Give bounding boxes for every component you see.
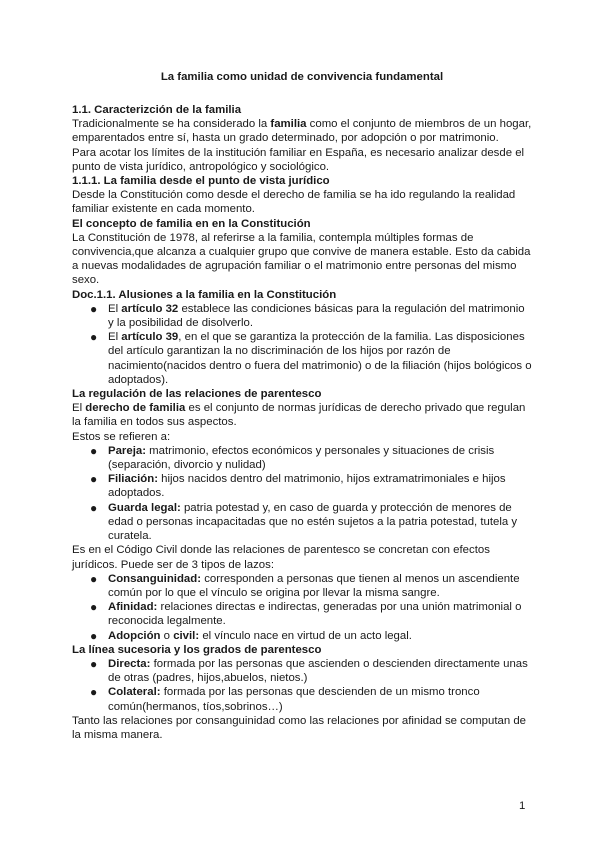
- paragraph: Para acotar los límites de la institución familiar en España, es necesario analizar desde el punto de vista jurídico, antropológico y sociológico.: [72, 146, 525, 173]
- paragraph: Estos se refieren a:: [72, 430, 171, 443]
- bullet-list: [72, 572, 532, 643]
- text: establece las condiciones básicas para la regulación del matrimonio y la posibilidad de disolverlo.: [108, 302, 525, 330]
- paragraph: Desde la Constitución como desde el derecho de familia se ha ido regulando la realidad familiar existente en cada momento.: [72, 189, 516, 216]
- bold-term: Adopción: [108, 629, 161, 642]
- bold-term: Guarda legal:: [108, 501, 181, 514]
- bullet-icon: ●: [90, 656, 98, 671]
- bullet-icon: ●: [90, 301, 98, 316]
- document-title: La familia como unidad de convivencia fundamental: [160, 71, 444, 83]
- text: el vínculo nace en virtud de un acto legal.: [199, 629, 412, 642]
- list-item: [72, 472, 532, 500]
- section-heading-regulation: La regulación de las relaciones de parentesco: [72, 388, 322, 401]
- text: relaciones directas e indirectas, generadas por una unión matrimonial o reconocida legalmente.: [108, 601, 522, 628]
- text: patria potestad y, en caso de guarda y protección de menores de edad o personas incapacitadas que no estén sujetos a la patria potestad, tutela y curatela.: [108, 501, 518, 543]
- paragraph: [72, 401, 532, 429]
- page-number: 1: [519, 800, 526, 812]
- bold-term: familia: [270, 118, 307, 131]
- bold-term: Consanguinidad:: [108, 572, 202, 585]
- document-page: [72, 70, 532, 742]
- bullet-list: [72, 302, 532, 387]
- text: formada por las personas que ascienden o descienden directamente unas de otras (padres, hijos,abuelos, nietos.): [108, 657, 528, 685]
- bold-term: Filiación:: [108, 473, 158, 486]
- bold-term: artículo 39: [121, 331, 179, 344]
- bullet-icon: ●: [90, 330, 98, 345]
- text: El: [108, 302, 122, 315]
- bullet-icon: ●: [90, 600, 98, 615]
- list-item: [72, 444, 532, 472]
- text: matrimonio, efectos económicos y personales y situaciones de crisis (separación, divorcio y nulidad): [108, 444, 495, 472]
- text: hijos nacidos dentro del matrimonio, hijos extramatrimoniales e hijos adoptados.: [108, 473, 506, 500]
- section-heading-line: La línea sucesoria y los grados de parentesco: [72, 643, 322, 656]
- bold-term: derecho de familia: [85, 402, 186, 415]
- section-heading-1-1-1: 1.1.1. La familia desde el punto de vista jurídico: [72, 175, 330, 188]
- paragraph: [72, 117, 532, 145]
- bullet-icon: ●: [90, 443, 98, 458]
- bullet-icon: ●: [90, 571, 98, 586]
- list-item: [72, 657, 532, 685]
- bold-term: Directa:: [108, 657, 151, 670]
- list-item: [72, 572, 532, 600]
- text: corresponden a personas que tienen al menos un ascendiente común por lo que el vínculo se origina por llevar la misma sangre.: [108, 572, 520, 599]
- paragraph: Es en el Código Civil donde las relaciones de parentesco se concretan con efectos jurídicos. Puede ser de 3 tipos de lazos:: [72, 544, 490, 571]
- bold-term: Colateral:: [108, 686, 161, 699]
- bullet-icon: ●: [90, 472, 98, 487]
- list-item: [72, 302, 532, 330]
- text: El: [72, 402, 86, 415]
- bullet-icon: ●: [90, 685, 98, 700]
- text: formada por las personas que descienden de un mismo tronco común(hermanos, tíos,sobrinos…): [108, 686, 480, 713]
- bold-term: civil:: [173, 629, 200, 642]
- text: o: [160, 629, 174, 642]
- text: El: [108, 331, 122, 344]
- bold-term: Pareja:: [108, 444, 146, 457]
- section-heading-1-1: 1.1. Caracterizción de la familia: [72, 104, 242, 116]
- section-heading-doc: Doc.1.1. Alusiones a la familia en la Constitución: [72, 288, 337, 301]
- text: Tradicionalmente se ha considerado la: [72, 118, 271, 131]
- bullet-icon: ●: [90, 628, 98, 643]
- bold-term: artículo 32: [121, 302, 179, 315]
- list-item: [72, 629, 532, 643]
- paragraph: Tanto las relaciones por consanguinidad como las relaciones por afinidad se computan de la misma manera.: [72, 714, 527, 741]
- bullet-list: [72, 657, 532, 714]
- bullet-icon: ●: [90, 500, 98, 515]
- bold-term: Afinidad:: [108, 601, 158, 614]
- list-item: [72, 600, 532, 628]
- list-item: [72, 685, 532, 713]
- text: , en el que se garantiza la protección de la familia. Las disposiciones del artículo garantizan la no discriminación de los hijos por razón de nacimiento(nacidos dentro o fuera del matrimonio) o de la filiación (hijos bológicos o adoptados).: [108, 331, 532, 386]
- paragraph: La Constitución de 1978, al referirse a la familia, contempla múltiples formas de convivencia,que alcanza a cualquier grupo que convive de manera estable. Esto da cabida a nuevas modalidades de agrupación familiar o el matrimonio entre personas del mismo sexo.: [72, 231, 531, 287]
- text: es el conjunto de normas jurídicas de derecho privado que regulan la familia en todos sus aspectos.: [72, 402, 526, 429]
- list-item: [72, 501, 532, 544]
- list-item: [72, 330, 532, 387]
- text: como el conjunto de miembros de un hogar, emparentados entre sí, hasta un grado determinado, por adopción o por matrimonio.: [72, 118, 532, 145]
- bullet-list: [72, 444, 532, 543]
- section-heading-concept: El concepto de familia en en la Constitución: [72, 217, 311, 230]
